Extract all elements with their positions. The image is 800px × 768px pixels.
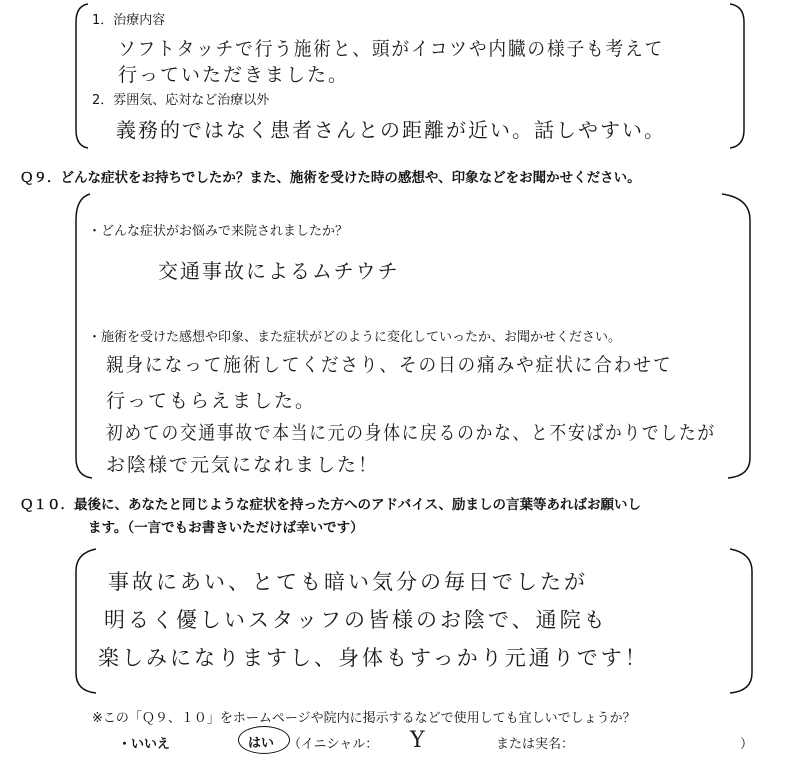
- q10-answer-line1: 事故にあい、とても暗い気分の毎日でしたが: [108, 570, 588, 594]
- q9-sub2-answer-line2: 行ってもらえました。: [106, 390, 317, 412]
- consent-option-yes[interactable]: はい: [248, 736, 275, 751]
- q2-answer: 義務的ではなく患者さんとの距離が近い。話しやすい。: [116, 118, 666, 142]
- q1-answer-line2: 行っていただきました。: [118, 64, 350, 86]
- q9-title: Ｑ９．どんな症状をお持ちでしたか？また、施術を受けた時の感想や、印象などをお聞かせください。: [20, 170, 641, 186]
- consent-question: ※この「Ｑ９、１０」をホームページや院内に掲示するなどで使用しても宜しいでしょうか？: [92, 711, 636, 726]
- q9-sub2-answer-line1: 親身になって施術してくださり、その日の痛みや症状に合わせて: [106, 354, 673, 376]
- consent-close-paren: ）: [740, 737, 754, 752]
- consent-initial-value: Y: [410, 728, 427, 753]
- q10-answer-line2: 明るく優しいスタッフの皆様のお陰で、通院も: [104, 608, 608, 632]
- q9-sub2-label: ・施術を受けた感想や印象、また症状がどのように変化していったか、お聞かせください。: [88, 330, 622, 345]
- consent-initial-label: （イニシャル：: [288, 737, 379, 752]
- q9-sub2-answer-line3: 初めての交通事故で本当に元の身体に戻るのかな、と不安ばかりでしたが: [106, 422, 716, 444]
- q10-title-line1: Ｑ１０．最後に、あなたと同じような症状を持った方へのアドバイス、励ましの言葉等あればお願いし: [20, 497, 641, 513]
- q10-title-line2: ます。（一言でもお書きいただけば幸いです）: [88, 520, 364, 536]
- q1-label: 1．治療内容: [92, 13, 166, 28]
- consent-realname-label: または実名：: [496, 737, 575, 752]
- q9-sub1-answer: 交通事故によるムチウチ: [158, 259, 400, 283]
- q10-answer-line3: 楽しみになりますし、身体もすっかり元通りです！: [98, 646, 649, 670]
- consent-option-no[interactable]: ・いいえ: [118, 737, 171, 752]
- q9-sub2-answer-line4: お陰様で元気になれました！: [106, 454, 380, 476]
- q1-answer-line1: ソフトタッチで行う施術と、頭がイコツや内臓の様子も考えて: [118, 38, 665, 60]
- q2-label: 2．雰囲気、応対など治療以外: [92, 93, 270, 108]
- q9-sub1-label: ・どんな症状がお悩みで来院されましたか？: [88, 224, 349, 239]
